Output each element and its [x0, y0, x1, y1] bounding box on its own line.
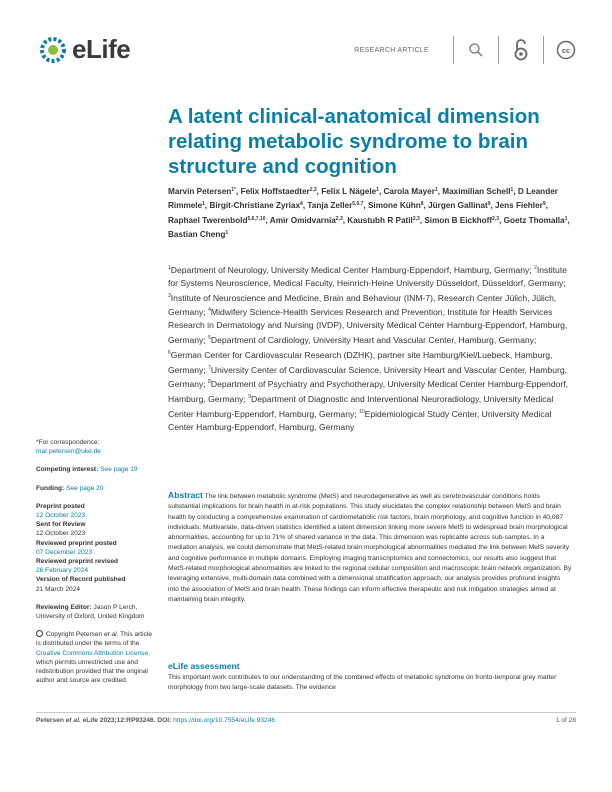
author-affil-marker: 1: [376, 187, 379, 193]
open-access-icon[interactable]: [509, 38, 533, 62]
copyright-mid: This article is distributed under the terms of the: [36, 631, 153, 648]
doi-link[interactable]: https://doi.org/10.7554/eLife.93246: [173, 717, 276, 724]
affiliation-text: Institute for Systems Neuroscience, Medical Faculty, Heinrich-Heine University Düsseldorf, Düsseldorf, Germany;: [168, 264, 567, 288]
affiliation-number: 2: [534, 265, 537, 271]
affiliation-number: 10: [359, 408, 365, 415]
citation-etal: et al.: [65, 717, 81, 724]
author[interactable]: [495, 201, 546, 210]
author-name: Felix Hoffstaedter: [240, 187, 310, 196]
assessment-text: This important work contributes to our understanding of the combined effects of metabolic syndrome on fronto-temporal grey matter morphology from two large-scale datasets. The evidence: [168, 674, 557, 692]
competing-interest: [36, 465, 158, 474]
article-type-label: RESEARCH ARTICLE: [354, 46, 429, 54]
author-affil-marker: 5,6,7,10: [247, 215, 266, 222]
author-affil-marker: 4: [300, 201, 303, 208]
copyright-prefix: Copyright Petersen: [45, 631, 103, 639]
elife-logo-icon: [36, 35, 70, 65]
author-name: Birgit-Christiane Zyriax: [209, 201, 301, 211]
author-name: Felix L Nägele: [321, 187, 377, 196]
search-icon[interactable]: [464, 38, 488, 62]
author-name: Bastian Cheng: [168, 229, 226, 239]
author-name: Simone Kühn: [367, 201, 421, 211]
author[interactable]: [428, 201, 490, 210]
author-name: Goetz Thomalla: [503, 215, 565, 225]
author-affil-marker: 9: [487, 201, 491, 208]
affiliation-text: Department of Neurology, University Medical Center Hamburg-Eppendorf, Hamburg, Germany;: [170, 264, 532, 275]
article-sidebar: [36, 438, 158, 694]
author-affil-marker: 2,3: [412, 215, 420, 222]
affiliation-number: 1: [168, 265, 171, 271]
editor-name: Jason P Lerch, University of Oxford, United Kingdom: [36, 603, 145, 621]
author[interactable]: [307, 201, 363, 210]
copyright-end: which permits unrestricted use and redistribution provided that the original author and source are credited.: [36, 658, 148, 685]
author-affil-marker: 1: [564, 215, 568, 222]
funding-label: Funding:: [36, 484, 65, 492]
affiliation-number: 4: [208, 307, 211, 314]
editor-label: Reviewing Editor:: [36, 603, 92, 611]
affiliation-number: 8: [208, 379, 211, 386]
reviewed-posted-date[interactable]: 07 December 2023: [36, 548, 93, 556]
author[interactable]: [321, 187, 379, 196]
footer-divider: [36, 712, 576, 713]
affiliation-text: Department of Diagnostic and Interventional Neuroradiology, University Medical Center Hamburg-Eppendorf, Hamburg, Germany;: [168, 394, 554, 419]
header-right: [354, 36, 578, 64]
competing-label: Competing interest:: [36, 466, 99, 474]
author[interactable]: [209, 201, 302, 210]
author-list: Marvin Petersen$^{1*}$, Felix Hoffstaedter$^{2,3}$, Felix L Nägele$^1$, Carola Mayer$^1$, Maximilian Schell$^1$, D Leander Rimmele$^1$, Birgit-Christiane Zyriax$^4$, Tanja Zeller$^{5,6,7}$, Simone Kühn$^8$, Jürgen Gallinat$^9$, Jens Fiehler$^9$, Raphael Twerenbold$^{5,6,7,10}$, Amir Omidvarnia$^{2,3}$, Kaustubh R Patil$^{2,3}$, Simon B Eickhoff$^{2,3}$, Goetz Thomalla$^1$, Bastian Cheng$^1$: [168, 187, 570, 239]
article-title: A latent clinical-anatomical dimension relating metabolic syndrome to brain structure and cognition: [168, 105, 540, 178]
affiliation-number: 6: [168, 349, 171, 356]
citation-authors: Petersen: [36, 717, 64, 724]
author[interactable]: [168, 230, 228, 239]
svg-text:cc: cc: [561, 46, 571, 55]
correspondence-email[interactable]: mar.petersen@uke.de: [36, 448, 101, 456]
affiliation-text: University Center of Cardiovascular Science, University Heart and Vascular Center, Hamburg, Germany;: [168, 364, 568, 390]
affiliation-text: Institute of Neuroscience and Medicine, Brain and Behaviour (INM-7), Research Center Jülich, Jülich, Germany;: [168, 292, 557, 318]
doi-label: DOI:: [157, 717, 172, 724]
author-affil-marker: 5,6,7: [352, 201, 364, 208]
author-name: D Leander Rimmele: [168, 187, 558, 211]
affiliation-number: 5: [208, 335, 211, 342]
footer-citation: [36, 717, 275, 724]
author-name: Jens Fiehler: [495, 201, 543, 211]
author-name: Tanja Zeller: [307, 201, 353, 211]
reviewed-revised-label: Reviewed preprint revised: [36, 558, 119, 566]
elife-logo[interactable]: [36, 34, 130, 65]
author[interactable]: [384, 187, 438, 196]
preprint-posted-date[interactable]: 12 October 2023: [36, 512, 86, 520]
reviewing-editor: [36, 603, 158, 621]
author[interactable]: [241, 187, 317, 196]
divider: [543, 36, 544, 64]
license-link[interactable]: Creative Commons Attribution License,: [36, 649, 150, 657]
affiliation-number: 9: [248, 394, 252, 401]
reviewed-revised-date[interactable]: 26 February 2024: [36, 567, 89, 575]
vor-label: Version of Record published: [36, 576, 126, 584]
correspondence: [36, 438, 158, 456]
author[interactable]: [270, 216, 343, 225]
history: [36, 502, 158, 594]
author[interactable]: [368, 201, 424, 210]
abstract: [168, 490, 572, 605]
affiliations: [168, 262, 572, 434]
author[interactable]: [442, 187, 513, 196]
author-affil-marker: 1: [434, 187, 438, 193]
affiliation-text: Midwifery Science-Health Services Research and Prevention, Institute for Health Services Research in Dermatology and Nursing (IVDP), University Medical Center Hamburg-Eppendorf, Hamburg, Germany;: [168, 307, 568, 345]
copyright-icon: [36, 630, 43, 637]
author-affil-marker: 9: [542, 201, 546, 208]
correspondence-label: *For correspondence:: [36, 439, 100, 446]
author[interactable]: [168, 216, 266, 225]
author-affil-marker: 1: [225, 229, 229, 236]
author-affil-marker: 2,3: [309, 187, 317, 193]
affiliation-text: German Center for Cardiovascular Research (DZHK), partner site Hamburg/Kiel/Luebeck, Hamburg, Germany;: [168, 349, 553, 375]
sent-review-date: 12 October 2023: [36, 530, 86, 538]
author-name: Maximilian Schell: [442, 187, 511, 196]
author-name: Raphael Twerenbold: [168, 215, 248, 225]
affiliation-text: Department of Cardiology, University Heart and Vascular Center, Hamburg, Germany;: [210, 334, 537, 345]
competing-link[interactable]: See page 19: [100, 466, 138, 474]
affiliation-number: 3: [168, 292, 171, 299]
author[interactable]: [347, 216, 419, 225]
author-name: Kaustubh R Patil: [347, 215, 413, 225]
abstract-heading: Abstract: [168, 490, 203, 500]
author-affil-marker: 1: [202, 201, 205, 208]
author-name: Simon B Eickhoff: [424, 215, 493, 225]
citation-journal: eLife 2023;12:RP93246.: [82, 717, 156, 724]
author-name: Marvin Petersen: [168, 187, 232, 196]
funding-link[interactable]: See page 20: [66, 484, 104, 492]
sent-review-label: Sent for Review: [36, 521, 86, 529]
assessment-heading: eLife assessment: [168, 661, 240, 671]
divider: [453, 36, 454, 64]
divider: [498, 36, 499, 64]
author-affil-marker: 2,3: [335, 215, 343, 222]
author-affil-marker: 8: [420, 201, 424, 208]
reviewed-posted-label: Reviewed preprint posted: [36, 539, 117, 547]
preprint-posted-label: Preprint posted: [36, 502, 85, 510]
abstract-text: The link between metabolic syndrome (MetS) and neurodegenerative as well as cerebrovascular conditions holds substantial implications for brain health in at-risk populations. This study elucidates the complex relationship between MetS and brain health by conducting a comprehensive examination of cardiometabolic risk factors, brain morphology, and cognitive function in 40,087 individuals. Multivariate, data-driven statistics identified a latent dimension linking more severe MetS to widespread brain morphological abnormalities, accounting for up to 71% of shared variance in the data. This dimension was replicable across sub-samples. In a mediation analysis, we could demonstrate that MetS-related brain morphological abnormalities mediated the link between MetS severity and cognitive performance in multiple domains. Employing imaging transcriptomics and connectomics, our results also suggest that MetS-related morphological abnormalities are linked to the regional cellular composition and macroscopic brain network organization. By leveraging extensive, multi-domain data combined with a dimensional stratification approach, our analysis provides profound insights into the association of MetS and brain health. These findings can inform effective therapeutic and risk mitigation strategies aimed at maintaining brain integrity.: [168, 493, 572, 603]
author-affil-marker: 1*: [231, 187, 236, 193]
copyright-etal: et al.: [104, 631, 119, 639]
vor-date: 21 March 2024: [36, 585, 80, 593]
author[interactable]: [168, 187, 236, 196]
author-name: Jürgen Gallinat: [428, 201, 488, 211]
author-affil-marker: 1: [510, 187, 514, 193]
author-affil-marker: 2,3: [492, 215, 500, 222]
funding: [36, 484, 158, 493]
creative-commons-icon[interactable]: [554, 38, 578, 62]
copyright: [36, 630, 158, 685]
author-name: Amir Omidvarnia: [269, 215, 336, 225]
author[interactable]: [424, 216, 499, 225]
affiliation-text: Department of Psychiatry and Psychotherapy, University Medical Center Hamburg-Eppendorf, Hamburg, Germany;: [168, 379, 569, 405]
affiliation-text: Epidemiological Study Center, University Medical Center Hamburg-Eppendorf, Hamburg, Germany: [168, 408, 552, 432]
brand-name: eLife: [72, 34, 131, 64]
affiliation-number: 7: [208, 364, 211, 371]
author[interactable]: [504, 216, 568, 225]
author-name: Carola Mayer: [383, 187, 435, 196]
page-number: 1 of 28: [555, 717, 576, 724]
